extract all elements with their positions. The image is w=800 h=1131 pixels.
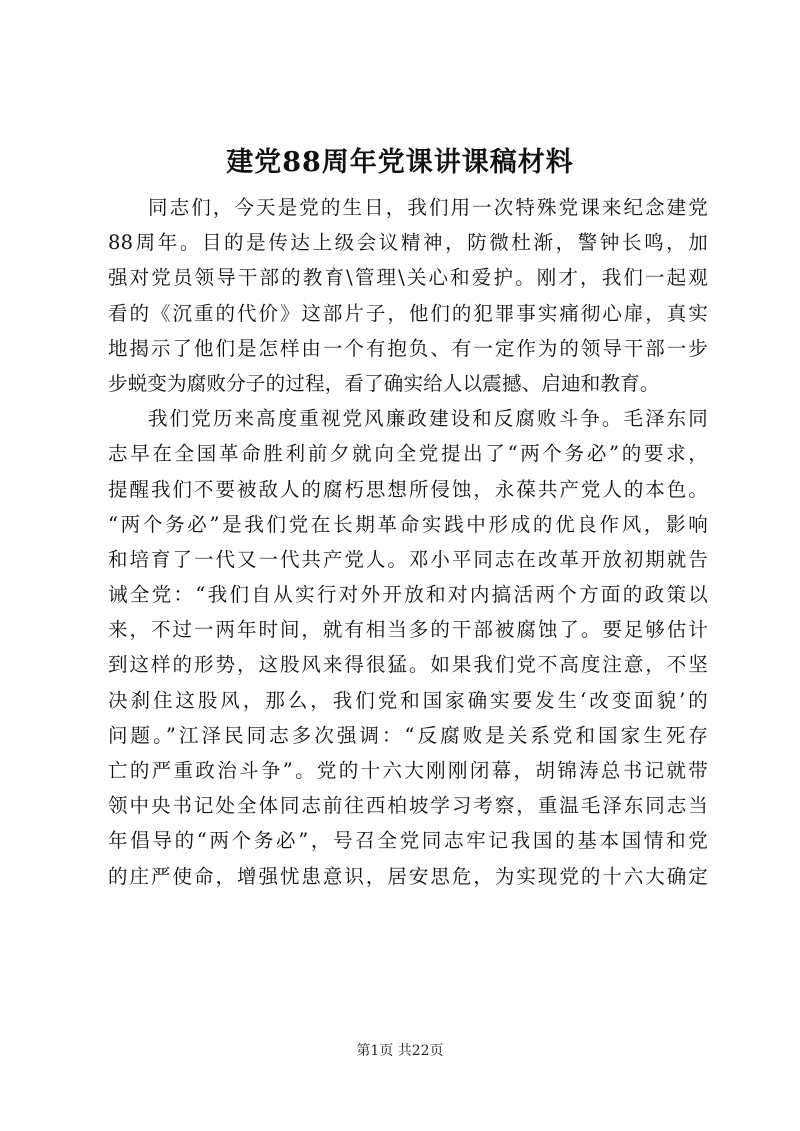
body-line: 诫全党：“我们自从实行对外开放和对内搞活两个方面的政策以 — [108, 583, 708, 607]
document-body — [108, 190, 708, 894]
body-line: 到这样的形势，这股风来得很猛。如果我们党不高度注意，不坚 — [108, 653, 708, 677]
body-line: 的庄严使命，增强忧患意识，居安思危，为实现党的十六大确定 — [108, 864, 708, 888]
body-line: 决刹住这股风，那么，我们党和国家确实要发生‘改变面貌’的 — [108, 688, 708, 712]
body-line: 志早在全国革命胜利前夕就向全党提出了“两个务必”的要求， — [108, 442, 708, 466]
body-line: 88周年。目的是传达上级会议精神，防微杜渐，警钟长鸣，加 — [108, 231, 708, 255]
body-line: 步蜕变为腐败分子的过程，看了确实给人以震撼、启迪和教育。 — [108, 371, 660, 395]
body-line: 同志们，今天是党的生日，我们用一次特殊党课来纪念建党 — [148, 196, 708, 219]
body-line: 领中央书记处全体同志前往西柏坡学习考察，重温毛泽东同志当 — [108, 794, 708, 818]
body-line: 年倡导的“两个务必”，号召全党同志牢记我国的基本国情和党 — [108, 829, 708, 853]
body-line: 问题。”江泽民同志多次强调：“反腐败是关系党和国家生死存 — [108, 723, 708, 747]
body-line: 看的《沉重的代价》这部片子，他们的犯罪事实痛彻心扉，真实 — [108, 301, 708, 325]
body-line: “两个务必”是我们党在长期革命实践中形成的优良作风，影响 — [108, 512, 708, 536]
page-number-footer: 第1页 共22页 — [356, 1043, 444, 1059]
body-line: 强对党员领导干部的教育\管理\关心和爱护。刚才，我们一起观 — [108, 266, 708, 290]
body-line: 提醒我们不要被敌人的腐朽思想所侵蚀，永葆共产党人的本色。 — [108, 477, 708, 501]
body-line: 亡的严重政治斗争”。党的十六大刚刚闭幕，胡锦涛总书记就带 — [108, 759, 708, 782]
body-line: 我们党历来高度重视党风廉政建设和反腐败斗争。毛泽东同 — [148, 407, 708, 431]
body-line: 和培育了一代又一代共产党人。邓小平同志在改革开放初期就告 — [108, 547, 708, 571]
body-line: 来，不过一两年时间，就有相当多的干部被腐蚀了。要足够估计 — [108, 618, 708, 642]
body-line: 地揭示了他们是怎样由一个有抱负、有一定作为的领导干部一步 — [108, 336, 708, 360]
document-title: 建党88周年党课讲课稿材料 — [226, 147, 574, 178]
